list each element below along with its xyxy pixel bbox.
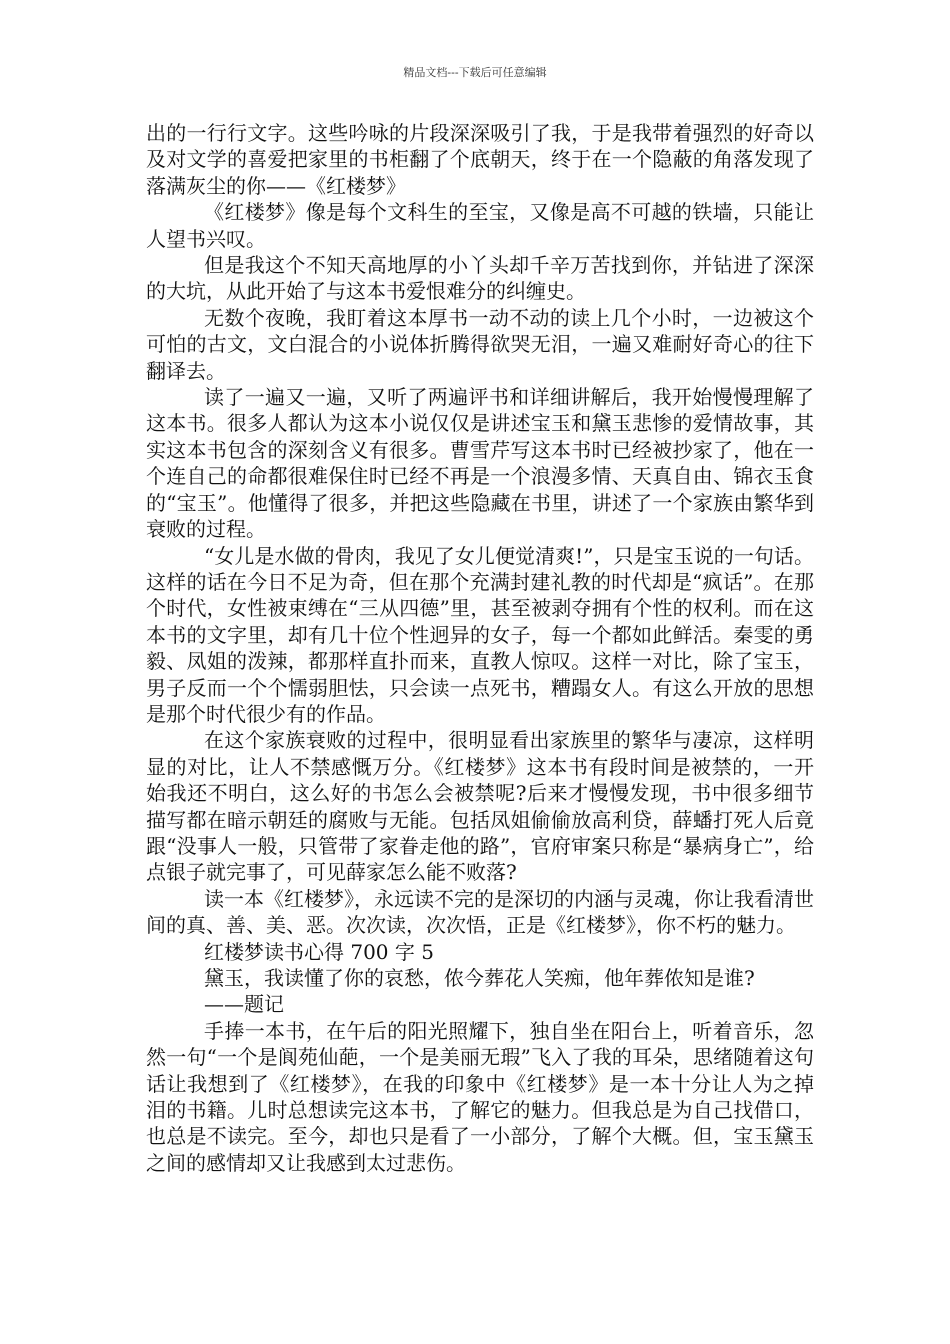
paragraph: 无数个夜晚，我盯着这本厚书一动不动的读上几个小时，一边被这个可怕的古文，文白混合的小说体折腾得欲哭无泪，一遍又难耐好奇心的往下翻译去。 (146, 305, 814, 383)
paragraph: 在这个家族衰败的过程中，很明显看出家族里的繁华与凄凉，这样明显的对比，让人不禁感慨万分。《红楼梦》这本书有段时间是被禁的，一开始我还不明白，这么好的书怎么会被禁呢?后来才慢慢发现，书中很多细节描写都在暗示朝廷的腐败与无能。包括凤姐偷偷放高利贷，薛蟠打死人后竟跟“没事人一般，只管带了家眷走他的路”，官府审案只称是“暴病身亡”，给点银子就完事了，可见薛家怎么能不败落? (146, 728, 814, 885)
page-header: 精品文档---下载后可任意编辑 (403, 66, 547, 79)
paragraph: “女儿是水做的骨肉，我见了女儿便觉清爽!”，只是宝玉说的一句话。这样的话在今日不足为奇，但在那个充满封建礼教的时代却是“疯话”。在那个时代，女性被束缚在“三从四德”里，甚至被剥夺拥有个性的权利。而在这本书的文字里，却有几十位个性迥异的女子，每一个都如此鲜活。秦雯的勇毅、凤姐的泼辣，都那样直扑而来，直教人惊叹。这样一对比，除了宝玉，男子反而一个个懦弱胆怯，只会读一点死书，糟蹋女人。有这么开放的思想是那个时代很少有的作品。 (146, 543, 814, 726)
epigraph-attribution: ——题记 (204, 992, 284, 1017)
paragraph: 出的一行行文字。这些吟咏的片段深深吸引了我，于是我带着强烈的好奇以及对文学的喜爱把家里的书柜翻了个底朝天，终于在一个隐蔽的角落发现了落满灰尘的你——《红楼梦》 (146, 121, 814, 198)
paragraph: 读了一遍又一遍，又听了两遍评书和详细讲解后，我开始慢慢理解了这本书。很多人都认为这本小说仅仅是讲述宝玉和黛玉悲惨的爱情故事，其实这本书包含的深刻含义有很多。曹雪芹写这本书时已经被抄家了，他在一个连自己的命都很难保住时已经不再是一个浪漫多情、天真自由、锦衣玉食的“宝玉”。他懂得了很多，并把这些隐藏在书里，讲述了一个家族由繁华到衰败的过程。 (146, 385, 814, 542)
paragraph: 手捧一本书，在午后的阳光照耀下，独自坐在阳台上，听着音乐，忽然一句“一个是阆苑仙葩，一个是美丽无瑕”飞入了我的耳朵，思绪随着这句话让我想到了《红楼梦》，在我的印象中《红楼梦》是一本十分让人为之掉泪的书籍。儿时总想读完这本书，了解它的魅力。但我总是为自己找借口，也总是不读完。至今，却也只是看了一小部分，了解个大概。但，宝玉黛玉之间的感情却又让我感到太过悲伤。 (146, 1018, 814, 1175)
paragraph: 《红楼梦》像是每个文科生的至宝，又像是高不可越的铁墙，只能让人望书兴叹。 (146, 200, 814, 251)
paragraph: 但是我这个不知天高地厚的小丫头却千辛万苦找到你，并钻进了深深的大坑，从此开始了与这本书爱恨难分的纠缠史。 (146, 253, 814, 304)
paragraph: 读一本《红楼梦》，永远读不完的是深切的内涵与灵魂，你让我看清世间的真、善、美、恶。次次读，次次悟，正是《红楼梦》，你不朽的魅力。 (146, 886, 814, 938)
section-heading: 红楼梦读书心得 700 字 5 (204, 939, 434, 964)
epigraph-line: 黛玉，我读懂了你的哀愁，侬今葬花人笑痴，他年葬侬知是谁? (204, 966, 755, 990)
document-body (146, 120, 814, 1176)
